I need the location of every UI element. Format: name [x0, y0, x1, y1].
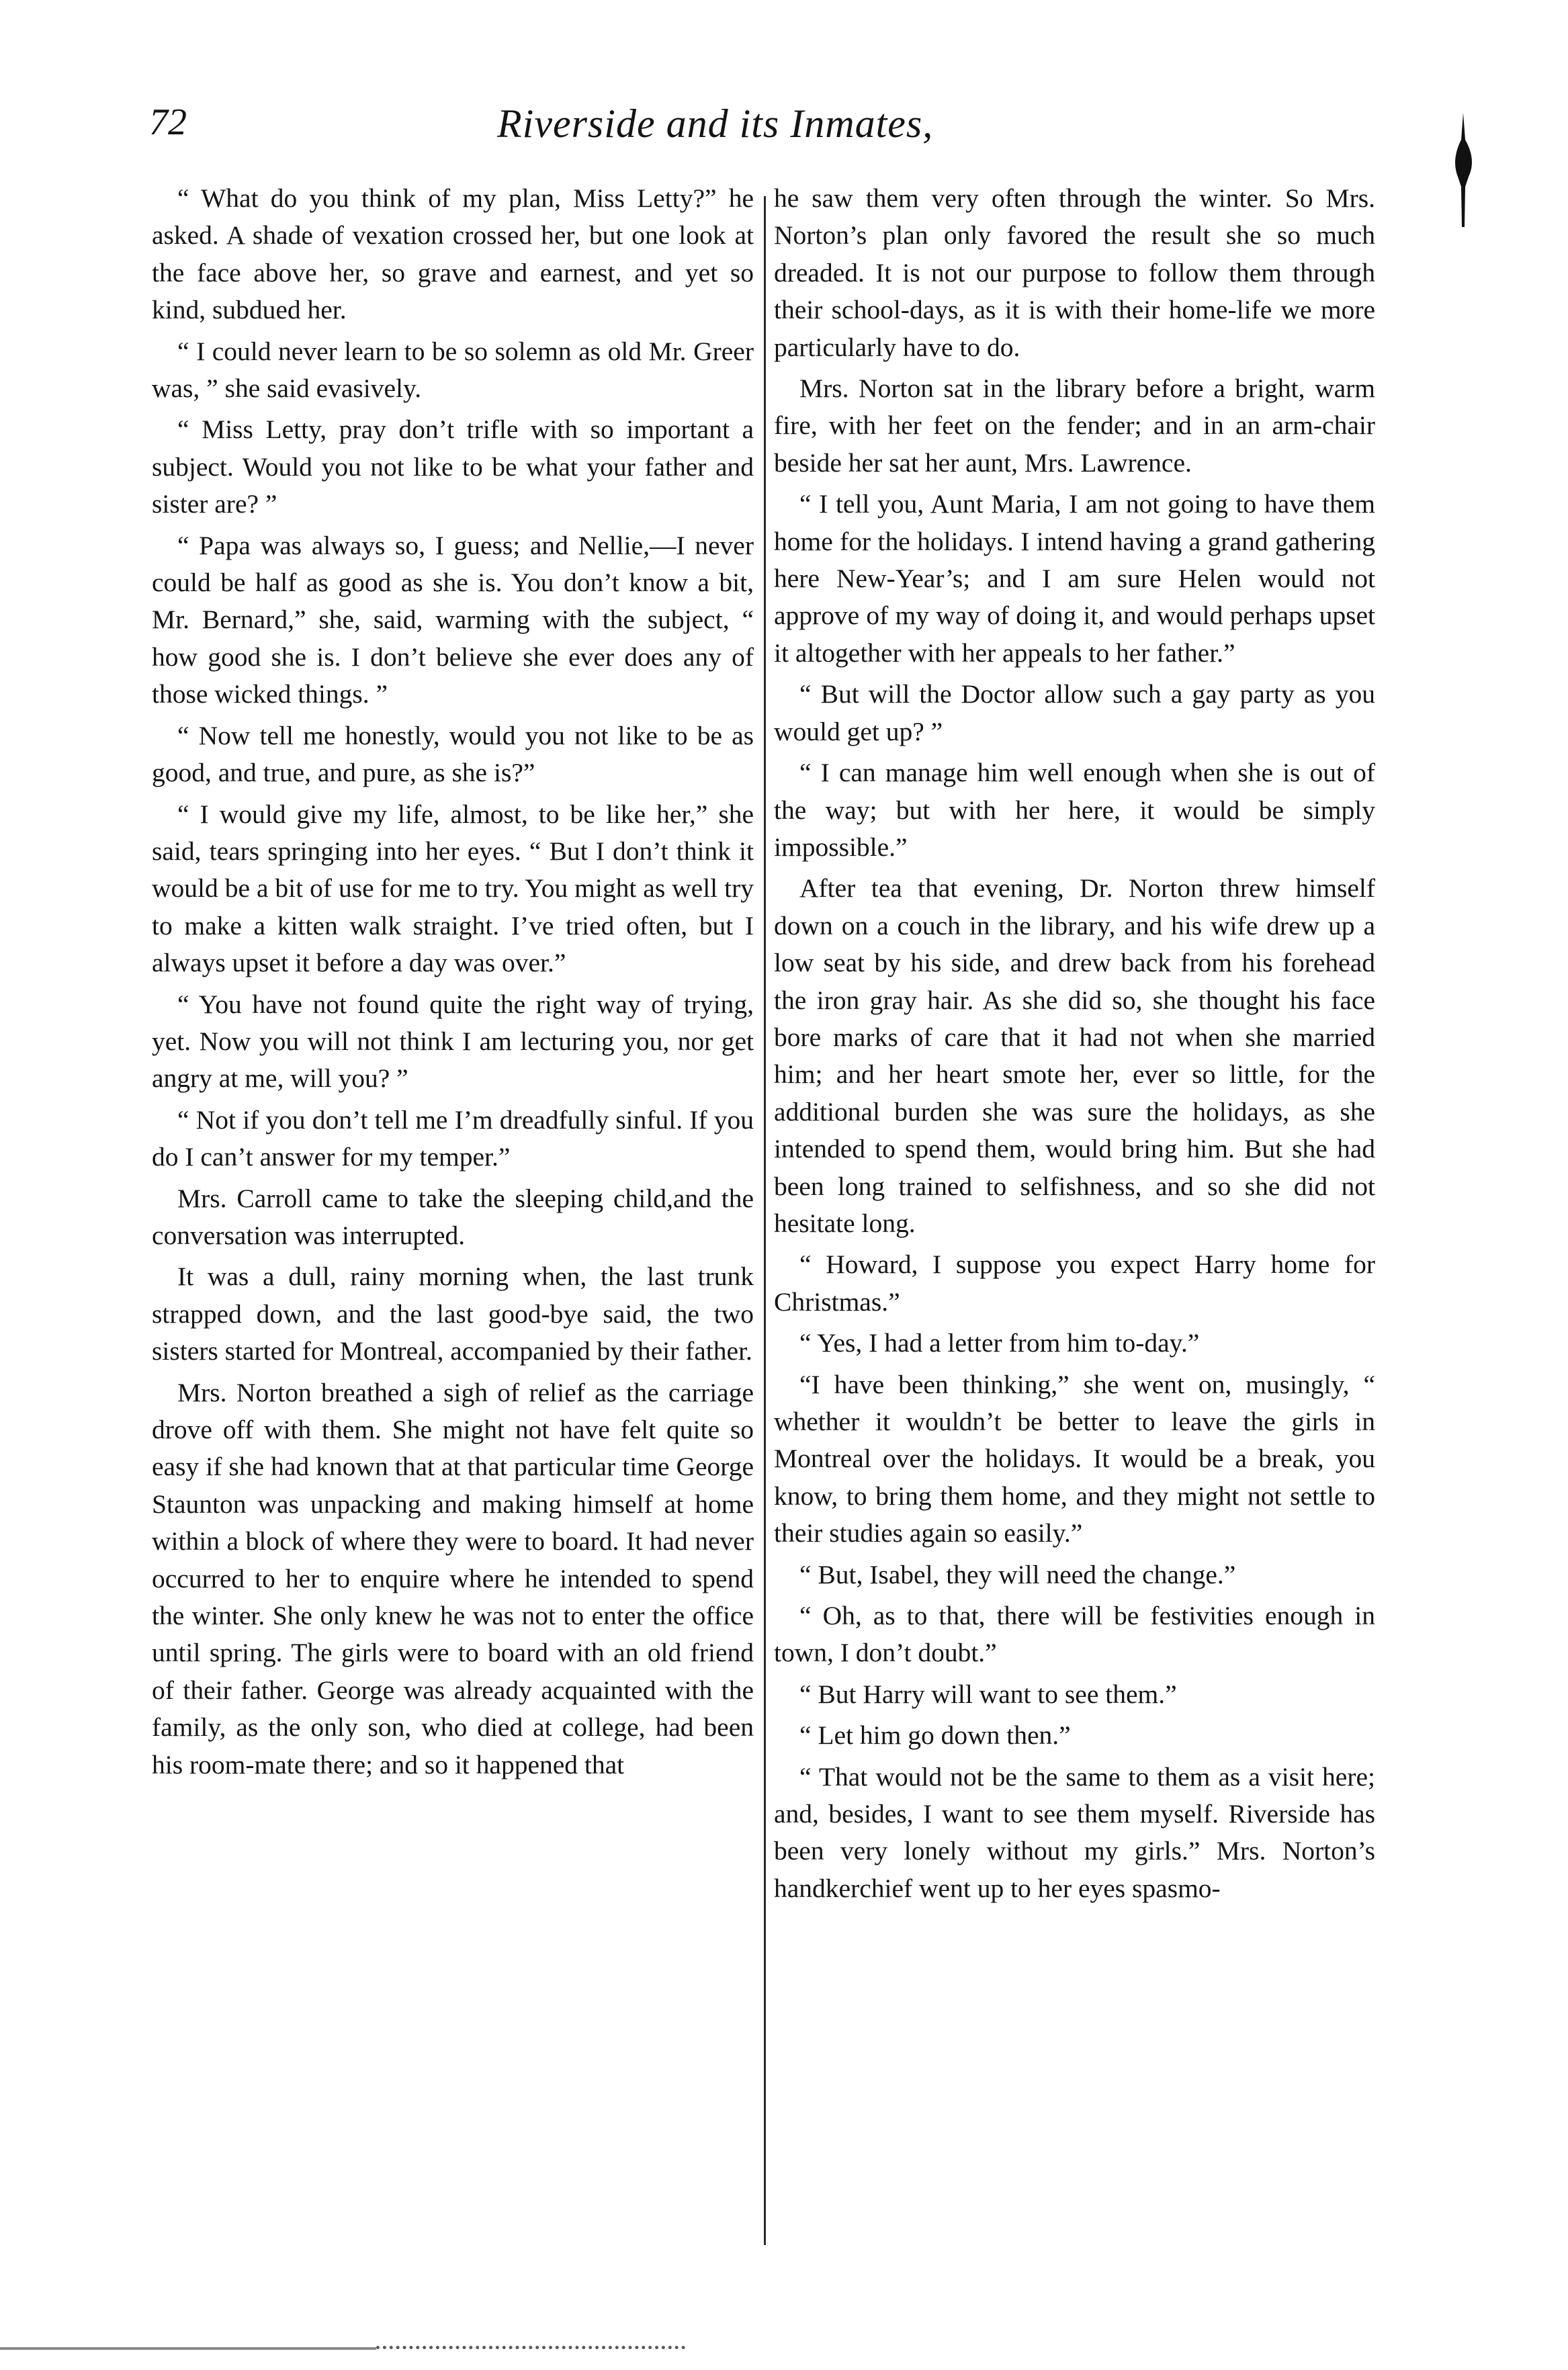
paragraph: “ Let him go down then.” [799, 1720, 1071, 1751]
right-column [774, 180, 1375, 1911]
paragraph: After tea that evening, Dr. Norton threw himself down on a couch in the library, and his wife drew up a low seat by his side, and drew back from his forehead the iron gray hair. As she did so, she thought his face bore marks of care that it had not when she married him; and her heart smote her, ever so little, for the additional burden she was sure the holidays, as she intended to spend them, would bring him. But she had been long trained to selfishness, and so she did not hesitate long. [774, 873, 1375, 1238]
paragraph: “ That would not be the same to them as a visit here; and, besides, I want to see them myself. Riverside has been very lonely without my girls.” Mrs. Norton’s handkerchief went up to her eyes spasmo- [774, 1761, 1375, 1903]
paragraph: “ Yes, I had a letter from him to-day.” [799, 1328, 1200, 1358]
paragraph: “ Howard, I suppose you expect Harry home for Christmas.” [774, 1249, 1375, 1317]
paragraph: “ Miss Letty, pray don’t trifle with so important a subject. Would you not like to be what your father and sister are? ” [152, 414, 754, 519]
ink-blot-mark [1443, 113, 1483, 227]
paragraph: “ Not if you don’t tell me I’m dreadfully sinful. If you do I can’t answer for my temper.” [152, 1104, 754, 1172]
paragraph: “ But, Isabel, they will need the change.” [799, 1559, 1236, 1589]
paragraph: It was a dull, rainy morning when, the last trunk strapped down, and the last good-bye said, the two sisters started for Montreal, accompanied by their father. [152, 1262, 754, 1366]
paragraph: Mrs. Norton sat in the library before a bright, warm fire, with her feet on the fender; and in an arm-chair beside her sat her aunt, Mrs. Lawrence. [774, 374, 1375, 478]
paragraph: Mrs. Norton breathed a sigh of relief as the carriage drove off with them. She might not have felt quite so easy if she had known that at that particular time George Staunton was unpacking and making himself at home within a block of where they were to board. It had never occurred to her to enquire where he intended to spend the winter. She only knew he was not to enter the office until spring. The girls were to board with an old friend of their father. George was already acquainted with the family, as the only son, who died at college, had been his room-mate there; and so it happened that [152, 1377, 754, 1780]
paragraph: “ You have not found quite the right way of trying, yet. Now you will not think I am lecturing you, nor get angry at me, will you? ” [152, 989, 754, 1094]
bottom-dotted-rule [376, 2346, 685, 2349]
column-rule [764, 196, 766, 2245]
page-number: 72 [149, 101, 187, 143]
running-head: Riverside and its Inmates, [497, 101, 934, 146]
paragraph: “ What do you think of my plan, Miss Letty?” he asked. A shade of vexation crossed her, but one look at the face above her, so grave and earnest, and yet so kind, subdued her. [152, 183, 754, 325]
paragraph: “ I tell you, Aunt Maria, I am not going to have them home for the holidays. I intend having a grand gathering here New-Year’s; and I am sure Helen would not approve of my way of doing it, and would perhaps upset it altogether with her appeals to her father.” [774, 489, 1375, 668]
paragraph: “ But will the Doctor allow such a gay party as you would get up? ” [774, 679, 1375, 746]
paragraph: “ I would give my life, almost, to be like her,” she said, tears springing into her eyes. “ But I don’t think it would be a bit of use for me to try. You might as well try to make a kitten walk straight. I’ve tried often, but I always upset it before a day was over.” [152, 799, 754, 978]
left-column [152, 180, 754, 1788]
paragraph: “I have been thinking,” she went on, musingly, “ whether it wouldn’t be better to leave the girls in Montreal over the holidays. It would be a break, you know, to bring them home, and they might not settle to their studies again so easily.” [774, 1369, 1375, 1548]
paragraph: Mrs. Carroll came to take the sleeping child,and the conversation was interrupted. [152, 1183, 754, 1250]
bottom-rule [0, 2347, 376, 2350]
paragraph: “ Oh, as to that, there will be festivities enough in town, I don’t doubt.” [774, 1601, 1375, 1668]
paragraph: he saw them very often through the winter. So Mrs. Norton’s plan only favored the result she so much dreaded. It is not our purpose to follow them through their school-days, as it is with their home-life we more particularly have to do. [774, 183, 1375, 362]
paragraph: “ Papa was always so, I guess; and Nellie,—I never could be half as good as she is. You don’t know a bit, Mr. Bernard,” she, said, warming with the subject, “ how good she is. I don’t believe she ever does any of those wicked things. ” [152, 530, 754, 709]
paragraph: “ I could never learn to be so solemn as old Mr. Greer was, ” she said evasively. [152, 336, 754, 404]
paragraph: “ But Harry will want to see them.” [799, 1679, 1177, 1709]
paragraph: “ I can manage him well enough when she is out of the way; but with her here, it would be simply impossible.” [774, 758, 1375, 862]
paragraph: “ Now tell me honestly, would you not like to be as good, and true, and pure, as she is?” [152, 720, 754, 788]
